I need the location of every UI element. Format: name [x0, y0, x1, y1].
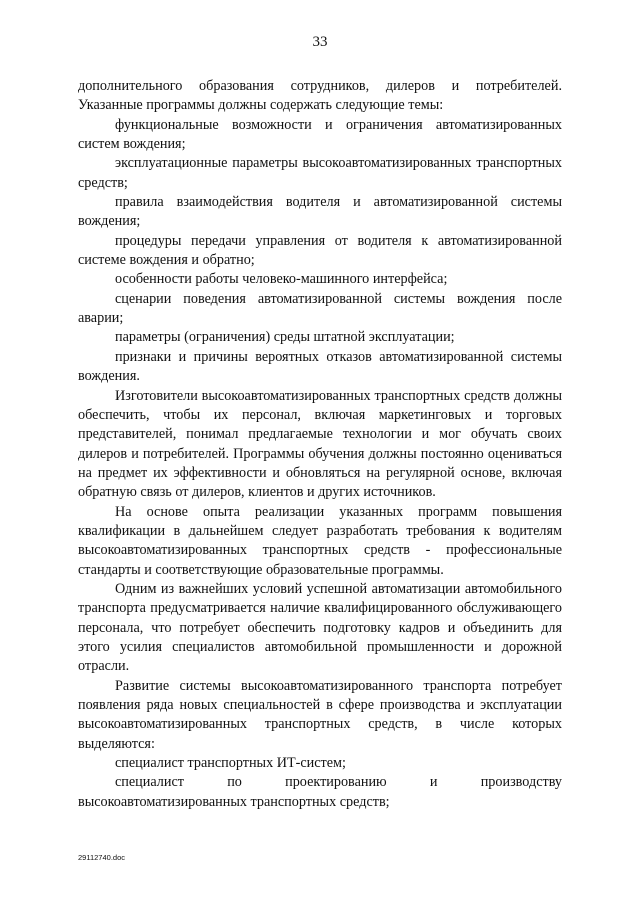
- paragraph: Одним из важнейших условий успешной автоматизации автомобильного транспорта предусматривается наличие квалифицированного обслуживающего персонала, что потребует обеспечить подготовку кадров и объединить для этого усилия специалистов автомобильной промышленности и дорожной отрасли.: [78, 580, 562, 675]
- list-item: специалист транспортных ИТ-систем;: [115, 755, 346, 772]
- page-number: 33: [312, 34, 328, 50]
- file-name-footer: 29112740.doc: [78, 853, 125, 862]
- list-item: сценарии поведения автоматизированной системы вождения после аварии;: [78, 290, 562, 327]
- paragraph: Развитие системы высокоавтоматизированного транспорта потребует появления ряда новых специальностей в сфере производства и эксплуатации высокоавтоматизированных транспортных средств, в числе которых выделяются:: [78, 677, 562, 752]
- paragraph: дополнительного образования сотрудников, дилеров и потребителей. Указанные программы должны содержать следующие темы:: [78, 78, 562, 114]
- list-item: особенности работы человеко-машинного интерфейса;: [115, 271, 448, 288]
- list-item: признаки и причины вероятных отказов автоматизированной системы вождения.: [78, 348, 562, 385]
- list-item: процедуры передачи управления от водителя к автоматизированной системе вождения и обратно;: [78, 232, 562, 269]
- list-item: правила взаимодействия водителя и автоматизированной системы вождения;: [78, 194, 562, 230]
- list-item: параметры (ограничения) среды штатной эксплуатации;: [115, 329, 455, 346]
- paragraph: На основе опыта реализации указанных программ повышения квалификации в дальнейшем следует разработать требования к водителям высокоавтоматизированных транспортных средств - профессиональные стандарты и соответствующие образовательные программы.: [78, 503, 562, 578]
- list-item: эксплуатационные параметры высокоавтоматизированных транспортных средств;: [78, 155, 562, 191]
- document-body: [78, 77, 562, 812]
- list-item: функциональные возможности и ограничения автоматизированных систем вождения;: [78, 116, 562, 153]
- paragraph: Изготовители высокоавтоматизированных транспортных средств должны обеспечить, чтобы их персонал, включая маркетинговых и торговых представителей, понимал предлагаемые технологии и мог обучать своих дилеров и потребителей. Программы обучения должны постоянно оцениваться на предмет их эффективности и обновляться на регулярной основе, включая обратную связь от дилеров, клиентов и других источников.: [78, 387, 562, 501]
- list-item: специалист по проектированию и производству высокоавтоматизированных транспортных средств;: [78, 774, 562, 810]
